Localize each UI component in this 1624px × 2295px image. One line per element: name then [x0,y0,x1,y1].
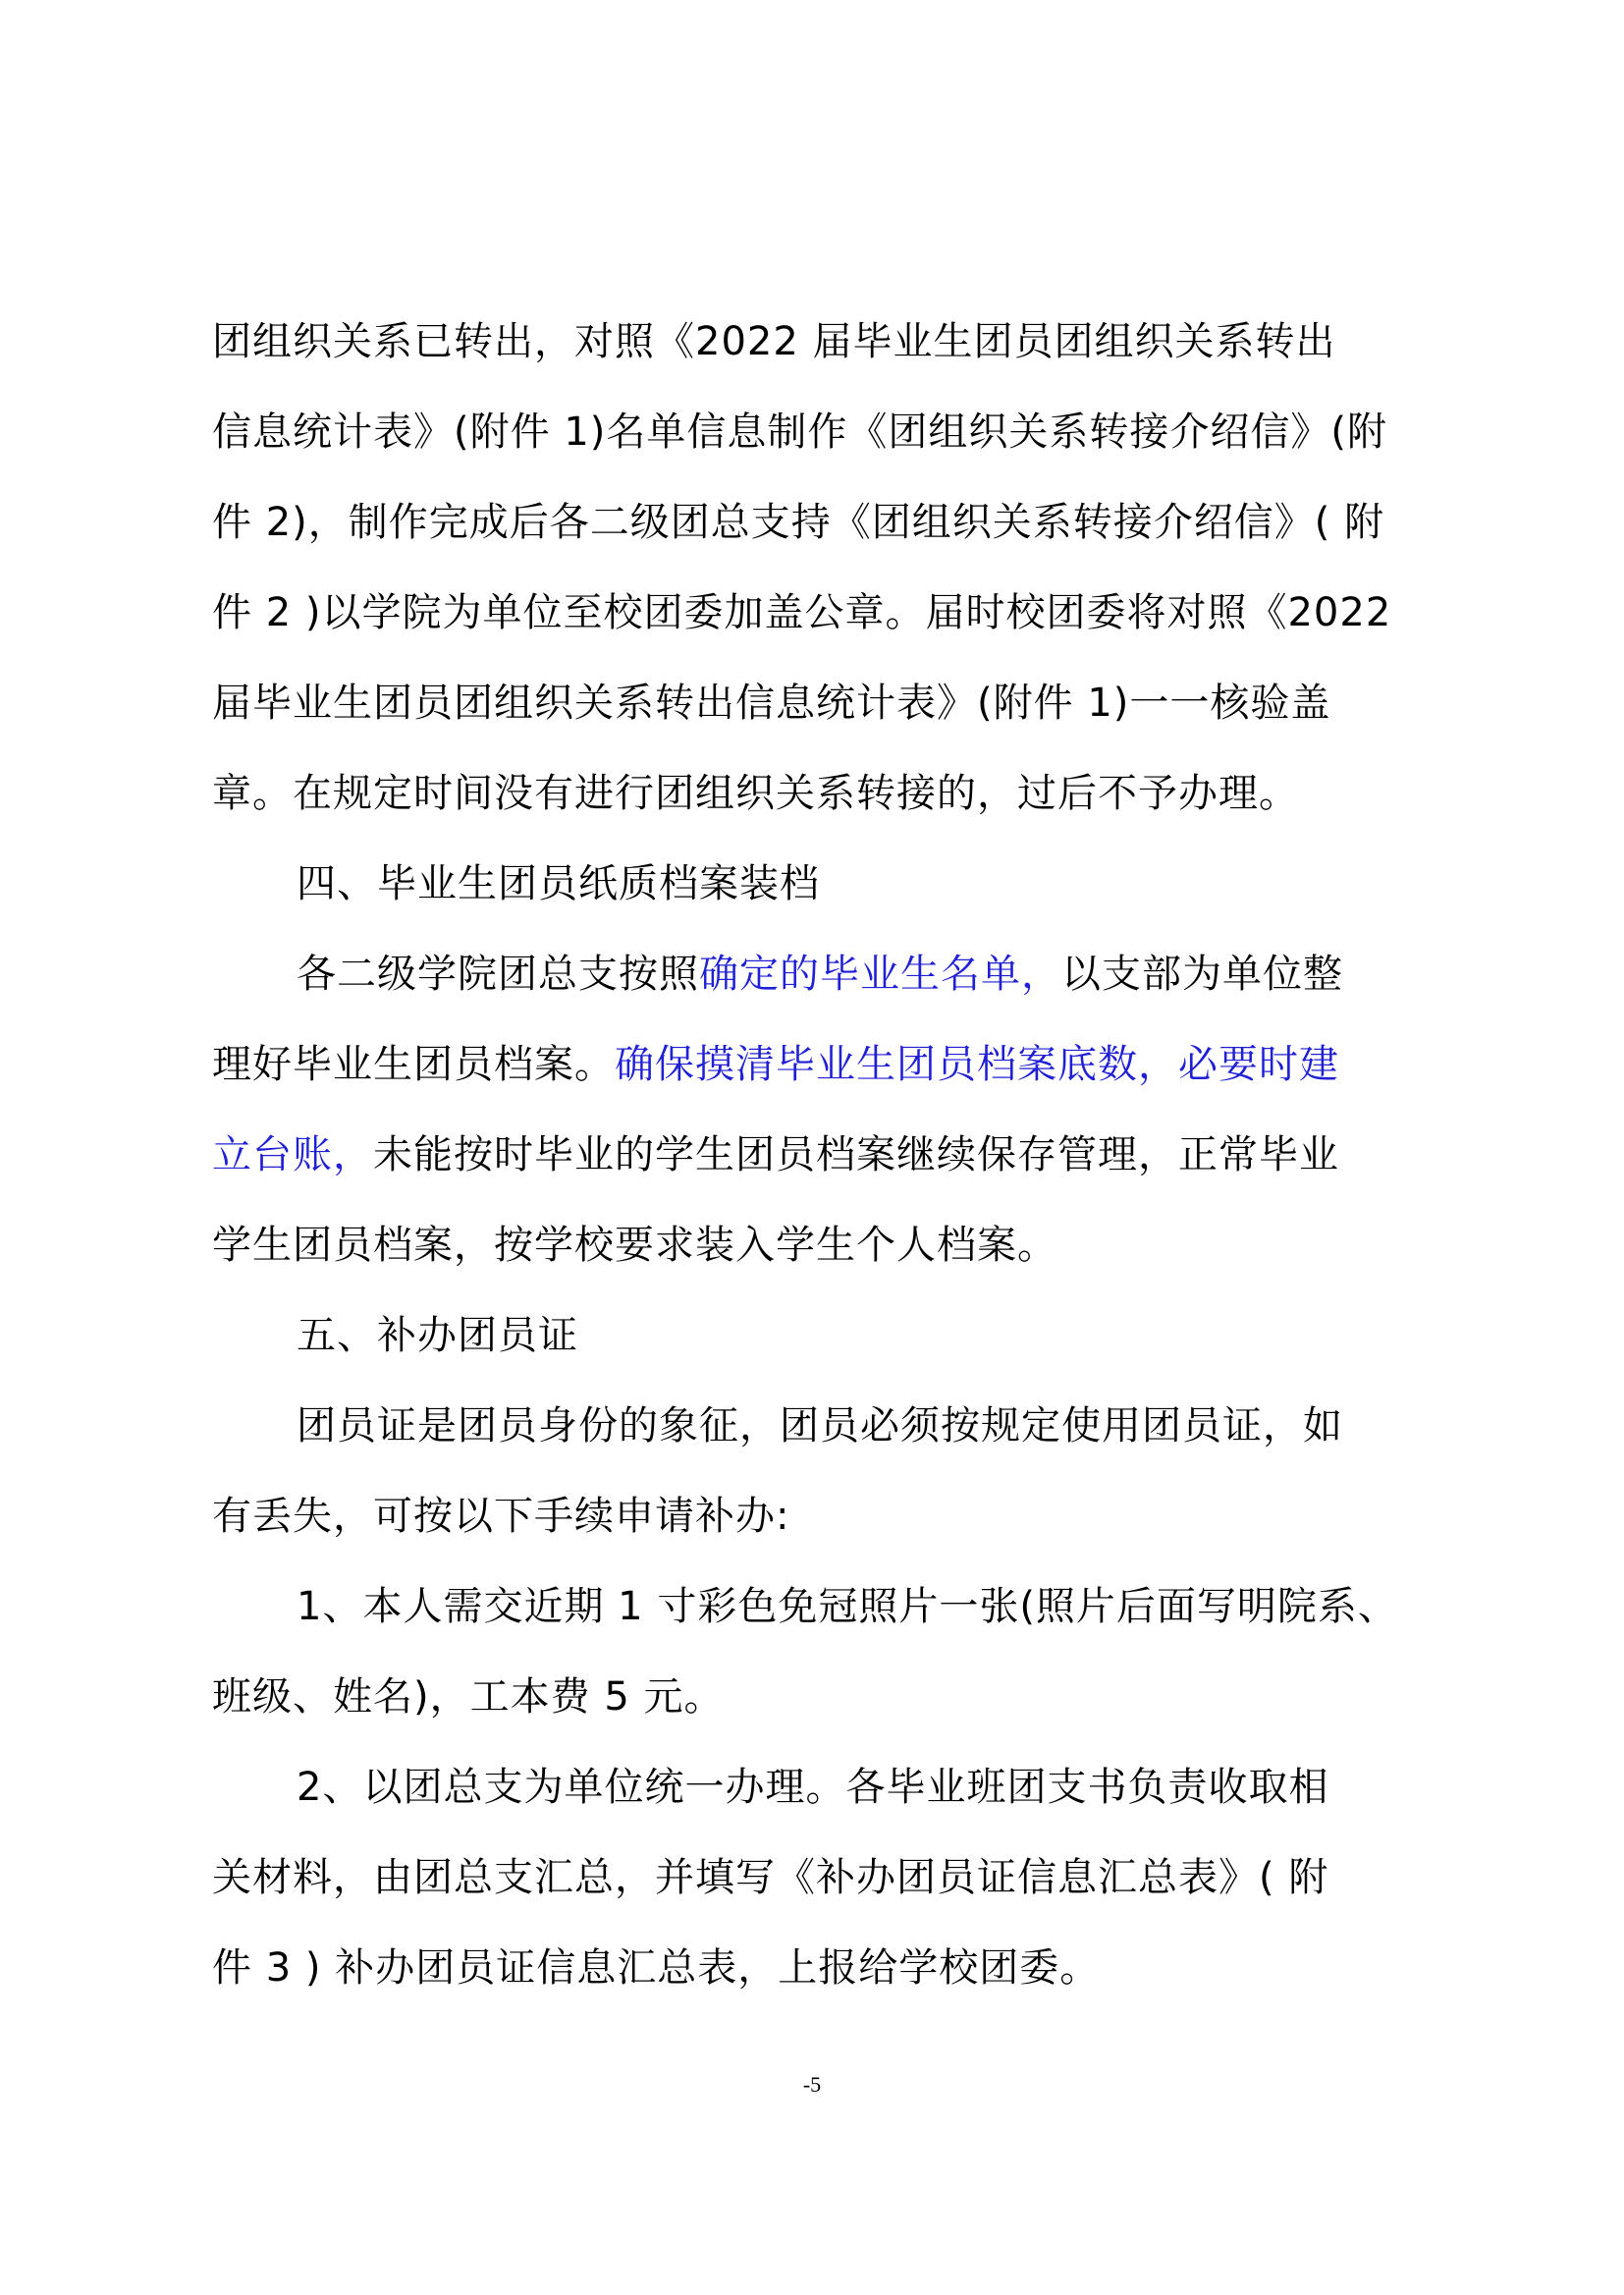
text-line [297,945,1343,1004]
highlighted-text: 确保摸清毕业生团员档案底数，必要时建 [615,1042,1339,1087]
text-segment: 团员证是团员身份的象征，团员必须按规定使用团员证，如 [297,1403,1343,1448]
text-line [212,674,1330,733]
text-segment: 件 3 ) 补办团员证信息汇总表，上报给学校团委。 [212,1945,1101,1991]
text-segment: 件 2)，制作完成后各二级团总支持《团组织关系转接介绍信》( 附 [212,500,1385,545]
text-segment: 班级、姓名)，工本费 5 元。 [212,1674,725,1720]
page-number: -5 [802,2072,822,2097]
text-segment: 1、本人需交近期 1 寸彩色免冠照片一张(照片后面写明院系、 [297,1584,1398,1629]
text-segment: 届毕业生团员团组织关系转出信息统计表》(附件 1)一一核验盖 [212,681,1331,726]
text-line [212,1487,789,1546]
text-line [212,1939,1100,1997]
section-heading [297,1306,578,1365]
text-segment: 四、毕业生团员纸质档案装档 [297,861,820,906]
section-heading [297,854,820,913]
text-line [212,493,1384,552]
text-line [212,403,1387,462]
text-line [212,1216,1057,1275]
highlighted-text: 立台账， [212,1132,373,1177]
text-line [297,1758,1328,1817]
text-segment: 信息统计表》(附件 1)名单信息制作《团组织关系转接介绍信》(附 [212,410,1387,455]
text-line [212,583,1391,642]
text-line [212,312,1336,371]
text-segment: 未能按时毕业的学生团员档案继续保存管理，正常毕业 [373,1132,1339,1177]
text-segment: 各二级学院团总支按照 [297,952,699,997]
text-line [297,1577,1398,1636]
text-segment: 章。在规定时间没有进行团组织关系转接的，过后不予办理。 [212,771,1299,816]
text-segment: 以支部为单位整 [1061,952,1343,997]
text-line [212,1125,1339,1184]
text-segment: 学生团员档案，按学校要求装入学生个人档案。 [212,1223,1057,1268]
text-line [212,1848,1328,1907]
text-line [212,764,1299,823]
text-line [212,1667,724,1726]
text-segment: 团组织关系已转出，对照《2022 届毕业生团员团组织关系转出 [212,319,1336,364]
text-segment: 2、以团总支为单位统一办理。各毕业班团支书负责收取相 [297,1765,1329,1810]
text-line [212,1035,1339,1094]
text-segment: 理好毕业生团员档案。 [212,1042,615,1087]
text-segment: 件 2 )以学院为单位至校团委加盖公章。届时校团委将对照《2022 [212,590,1392,635]
highlighted-text: 确定的毕业生名单， [699,952,1061,997]
text-segment: 关材料，由团总支汇总，并填写《补办团员证信息汇总表》( 附 [212,1855,1329,1900]
text-line [297,1396,1343,1455]
text-segment: 五、补办团员证 [297,1313,578,1358]
text-segment: 有丢失，可按以下手续申请补办: [212,1494,790,1539]
